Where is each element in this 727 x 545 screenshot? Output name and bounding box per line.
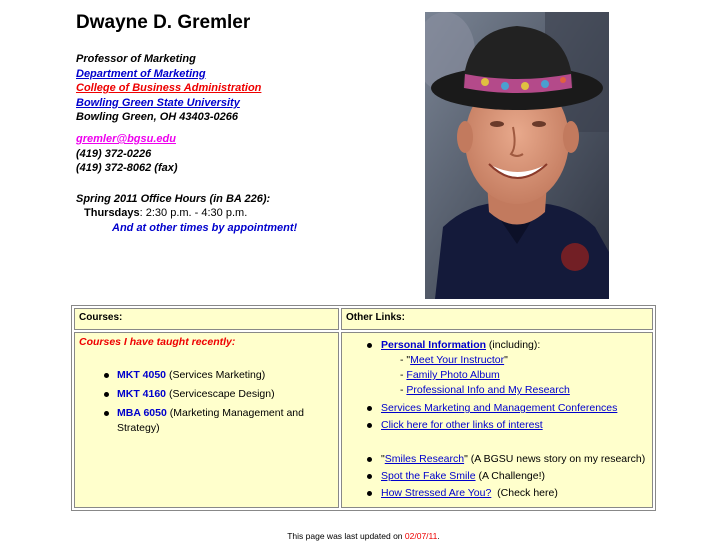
spacer bbox=[342, 433, 652, 452]
footer-text: This page was last updated on bbox=[287, 531, 405, 541]
course-desc: (Servicescape Design) bbox=[166, 388, 275, 400]
list-item bbox=[75, 368, 338, 383]
sub-suffix: " bbox=[504, 354, 508, 366]
courses-header: Courses: bbox=[74, 308, 339, 330]
courses-subheading: Courses I have taught recently: bbox=[79, 336, 236, 348]
conferences-link[interactable]: Services Marketing and Management Conferences bbox=[381, 402, 618, 414]
contact-info bbox=[76, 52, 297, 236]
sub-list-item bbox=[342, 383, 652, 398]
courses-cell bbox=[74, 332, 339, 508]
list-item bbox=[342, 401, 652, 416]
course-link-mkt4160[interactable]: MKT 4160 bbox=[117, 388, 167, 400]
list-item bbox=[75, 406, 338, 436]
course-desc: (Services Marketing) bbox=[166, 369, 266, 381]
job-title: Professor of Marketing bbox=[76, 53, 196, 65]
other-links-header: Other Links: bbox=[341, 308, 653, 330]
stressed-link[interactable]: How Stressed Are You? bbox=[381, 487, 492, 499]
page-title: Dwayne D. Gremler bbox=[76, 12, 251, 33]
smiles-prefix: " bbox=[381, 453, 385, 465]
office-hours-time: : 2:30 p.m. - 4:30 p.m. bbox=[139, 207, 248, 220]
office-hours-day: Thursdays bbox=[84, 207, 140, 220]
list-item bbox=[342, 486, 652, 501]
office-hours-heading: Spring 2011 Office Hours (in BA 226): bbox=[76, 192, 271, 205]
smiles-suffix: " (A BGSU news story on my research) bbox=[464, 453, 646, 465]
bullet-icon bbox=[367, 343, 372, 348]
college-link[interactable]: College of Business Administration bbox=[76, 82, 262, 95]
bullet-icon bbox=[367, 474, 372, 479]
fake-smile-suffix: (A Challenge!) bbox=[475, 470, 546, 482]
fake-smile-link[interactable]: Spot the Fake Smile bbox=[381, 470, 476, 482]
other-links-cell bbox=[341, 332, 653, 508]
courses-list bbox=[75, 368, 338, 436]
list-item bbox=[342, 418, 652, 433]
course-link-mba6050[interactable]: MBA 6050 bbox=[117, 407, 167, 419]
appointment-note: And at other times by appointment! bbox=[112, 221, 298, 234]
meet-instructor-link[interactable]: Meet Your Instructor bbox=[410, 354, 505, 366]
bullet-icon bbox=[367, 406, 372, 411]
course-desc: (Marketing Management and Strategy) bbox=[117, 407, 304, 434]
footer-date: 02/07/11 bbox=[404, 531, 438, 541]
list-item bbox=[342, 452, 652, 467]
other-links-link[interactable]: Click here for other links of interest bbox=[381, 419, 543, 431]
portrait-photo bbox=[425, 12, 609, 299]
bullet-icon bbox=[104, 373, 109, 378]
sub-list-item bbox=[342, 353, 652, 368]
sub-prefix: - bbox=[400, 384, 407, 396]
fax-number: (419) 372-8062 (fax) bbox=[76, 162, 178, 175]
last-updated bbox=[0, 531, 727, 541]
links-table bbox=[71, 305, 656, 511]
list-item bbox=[342, 469, 652, 484]
sub-list-item bbox=[342, 368, 652, 383]
sub-prefix: - " bbox=[400, 354, 411, 366]
bullet-icon bbox=[367, 457, 372, 462]
city-address: Bowling Green, OH 43403-0266 bbox=[76, 111, 239, 124]
other-links-list bbox=[342, 333, 652, 507]
professional-info-link[interactable]: Professional Info and My Research bbox=[406, 384, 570, 396]
smiles-research-link[interactable]: Smiles Research bbox=[384, 453, 465, 465]
bullet-icon bbox=[104, 411, 109, 416]
footer-end: . bbox=[437, 531, 440, 541]
bullet-icon bbox=[367, 423, 372, 428]
personal-info-suffix: (including): bbox=[486, 339, 541, 351]
bullet-icon bbox=[367, 491, 372, 496]
email-link[interactable]: gremler@bgsu.edu bbox=[76, 132, 176, 145]
family-album-link[interactable]: Family Photo Album bbox=[406, 369, 500, 381]
course-link-mkt4050[interactable]: MKT 4050 bbox=[117, 369, 167, 381]
personal-info-link[interactable]: Personal Information bbox=[381, 339, 487, 351]
sub-prefix: - bbox=[400, 369, 407, 381]
office-hours-line bbox=[76, 206, 297, 221]
phone-number: (419) 372-0226 bbox=[76, 147, 152, 160]
list-item bbox=[342, 338, 652, 353]
university-link[interactable]: Bowling Green State University bbox=[76, 96, 240, 109]
department-link[interactable]: Department of Marketing bbox=[76, 67, 206, 80]
list-item bbox=[75, 387, 338, 402]
bullet-icon bbox=[104, 392, 109, 397]
stressed-suffix: (Check here) bbox=[491, 487, 558, 499]
